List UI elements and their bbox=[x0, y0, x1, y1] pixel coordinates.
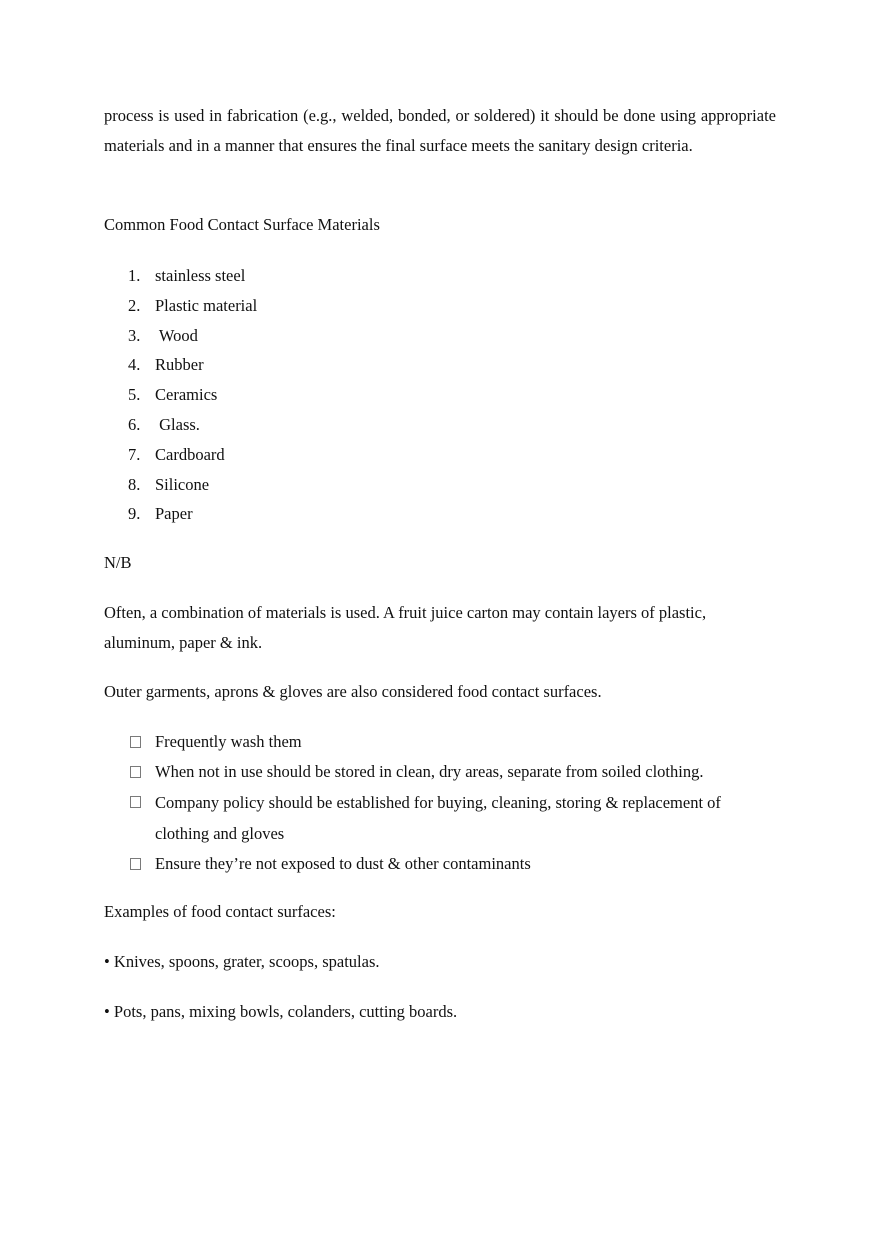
examples-heading: Examples of food contact surfaces: bbox=[104, 902, 336, 921]
list-number: 1. bbox=[128, 266, 141, 285]
list-item-label: Company policy should be established for buying, cleaning, storing & replacement of clothing and gloves bbox=[155, 793, 721, 843]
list-item-label: Cardboard bbox=[155, 444, 225, 464]
list-item-label: Silicone bbox=[155, 474, 210, 494]
list-item-label: Glass. bbox=[155, 414, 200, 434]
garments-paragraph: Outer garments, aprons & gloves are also considered food contact surfaces. bbox=[104, 682, 602, 701]
materials-heading: Common Food Contact Surface Materials bbox=[104, 215, 380, 234]
list-number: 9. bbox=[128, 504, 141, 524]
list-number: 5. bbox=[128, 385, 141, 405]
list-number: 8. bbox=[128, 474, 141, 494]
list-item-label: When not in use should be stored in clean, dry areas, separate from soiled clothing. bbox=[155, 762, 704, 781]
checkbox-icon bbox=[130, 766, 141, 778]
list-item-label: Rubber bbox=[155, 355, 204, 375]
list-item bbox=[104, 787, 776, 849]
list-number: 6. bbox=[128, 414, 141, 434]
list-item bbox=[104, 727, 776, 757]
list-item-label: Frequently wash them bbox=[155, 732, 302, 751]
example-item: • Knives, spoons, grater, scoops, spatulas. bbox=[104, 952, 380, 971]
checkbox-icon bbox=[130, 796, 141, 808]
list-item-label: Ensure they’re not exposed to dust & other contaminants bbox=[155, 854, 531, 873]
list-item-label: Paper bbox=[155, 504, 193, 524]
list-number: 2. bbox=[128, 295, 141, 315]
list-item-label: stainless steel bbox=[155, 266, 246, 285]
nb-label: N/B bbox=[104, 553, 132, 572]
intro-paragraph: process is used in fabrication (e.g., welded, bonded, or soldered) it should be done using appropriate materials and in a manner that ensures the final surface meets the sanitary design criteria. bbox=[104, 106, 776, 155]
list-item-label: Ceramics bbox=[155, 385, 218, 405]
garment-tips-list bbox=[104, 727, 776, 879]
combination-paragraph-line2: aluminum, paper & ink. bbox=[104, 633, 263, 652]
list-number: 4. bbox=[128, 355, 141, 375]
checkbox-icon bbox=[130, 858, 141, 870]
list-number: 7. bbox=[128, 444, 141, 464]
list-number: 3. bbox=[128, 325, 141, 345]
list-item bbox=[104, 849, 776, 879]
list-item-label: Wood bbox=[155, 325, 198, 345]
list-item-label: Plastic material bbox=[155, 295, 258, 315]
combination-paragraph-line1: Often, a combination of materials is used. A fruit juice carton may contain layers of plastic, bbox=[104, 603, 707, 622]
list-item bbox=[104, 757, 776, 787]
example-item: • Pots, pans, mixing bowls, colanders, cutting boards. bbox=[104, 1002, 458, 1021]
checkbox-icon bbox=[130, 736, 141, 748]
